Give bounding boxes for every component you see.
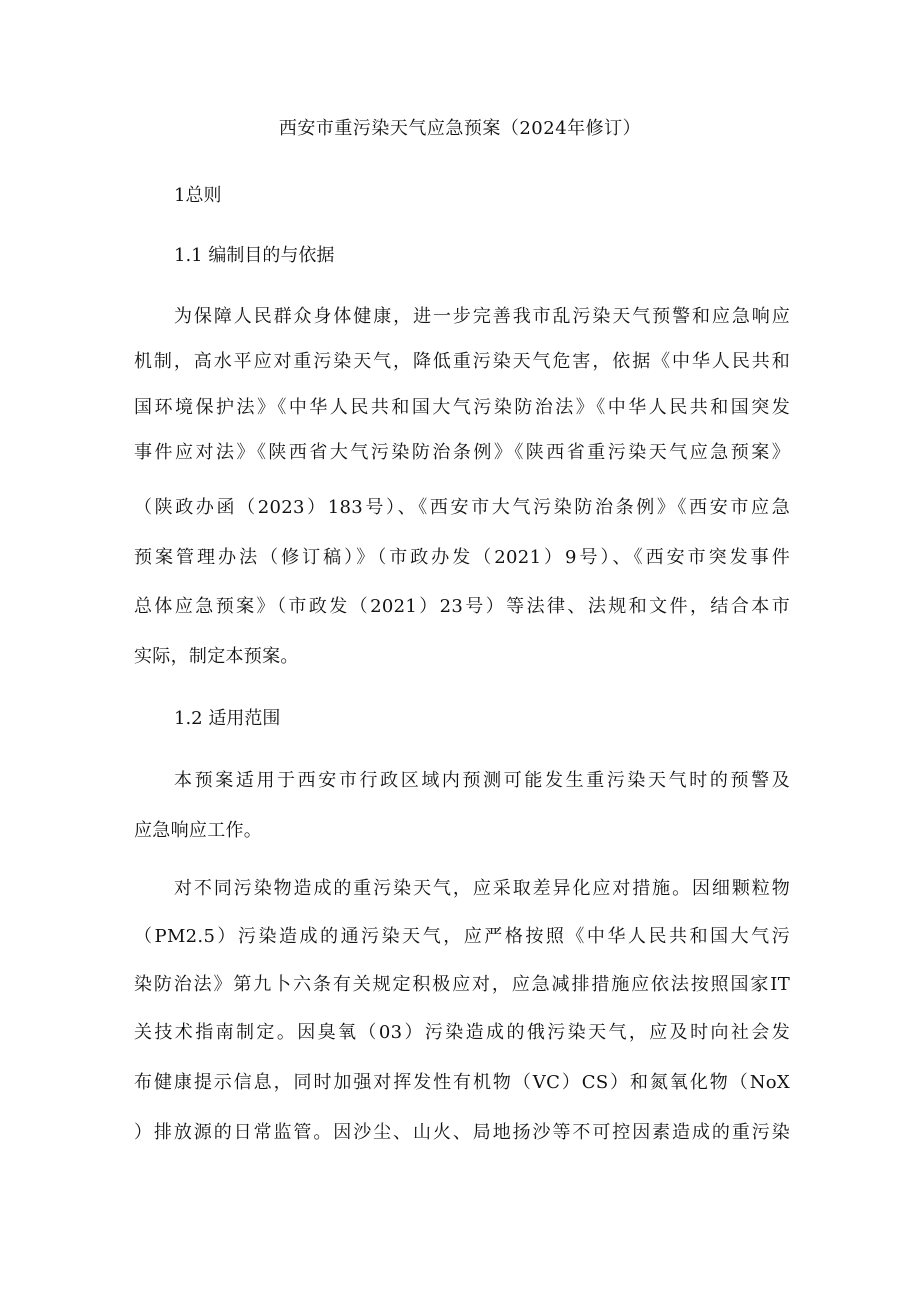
paragraph-line: ）排放源的日常监管。因沙尘、山火、局地扬沙等不可控因素造成的重污染 [134, 1122, 790, 1143]
paragraph-line: （陕政办函（2023）183号）、《西安市大气污染防治条例》《西安市应急 [134, 497, 790, 518]
paragraph-line: 事件应对法》《陕西省大气污染防治条例》《陕西省重污染天气应急预案》 [134, 442, 790, 463]
section-heading-1-1: 1.1 编制目的与依据 [174, 245, 335, 266]
paragraph-line: 国环境保护法》《中华人民共和国大气污染防治法》《中华人民共和国突发 [134, 397, 790, 418]
paragraph-line: 为保障人民群众身体健康，进一步完善我市乱污染天气预警和应急响应 [174, 306, 790, 327]
paragraph-line: 本预案适用于西安市行政区域内预测可能发生重污染天气时的预警及 [174, 770, 790, 791]
document-title: 西安市重污染天气应急预案（2024年修订） [278, 118, 642, 139]
section-heading-1-2: 1.2 适用范围 [174, 708, 281, 729]
paragraph-line: 关技术指南制定。因臭氧（03）污染造成的俄污染天气，应及时向社会发 [134, 1022, 790, 1043]
paragraph-line: （PM2.5）污染造成的通污染天气，应严格按照《中华人民共和国大气污 [134, 926, 790, 947]
paragraph-line: 应急响应工作。 [134, 820, 263, 841]
paragraph-line: 机制，高水平应对重污染天气，降低重污染天气危害，依据《中华人民共和 [134, 351, 790, 372]
section-heading-1: 1总则 [174, 185, 222, 206]
paragraph-line: 染防治法》第九卜六条有关规定积极应对，应急减排措施应依法按照国家IT [134, 974, 790, 995]
paragraph-line: 对不同污染物造成的重污染天气，应采取差异化应对措施。因细颗粒物 [174, 878, 790, 899]
paragraph-line: 预案管理办法（修订稿）》（市政办发（2021）9号）、《西安市突发事件 [134, 547, 790, 568]
paragraph-line: 总体应急预案》（市政发（2021）23号）等法律、法规和文件，结合本市 [134, 596, 790, 617]
paragraph-line: 实际，制定本预案。 [134, 646, 299, 667]
paragraph-line: 布健康提示信息，同时加强对挥发性有机物（VC）CS）和氮氧化物（NoX [134, 1072, 790, 1093]
